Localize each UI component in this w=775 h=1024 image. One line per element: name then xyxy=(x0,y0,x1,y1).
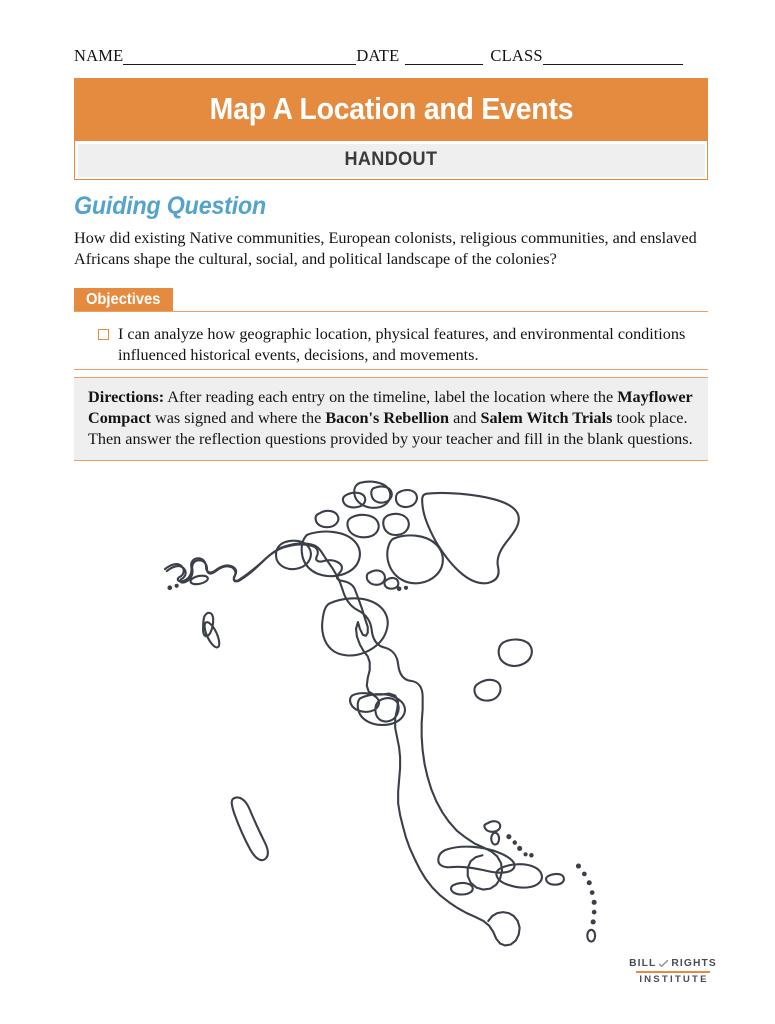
lesser-antilles-dot-7 xyxy=(591,919,596,924)
objective-checkbox[interactable] xyxy=(98,329,109,340)
lake-michigan-huron xyxy=(375,698,398,721)
hispaniola-outline xyxy=(496,864,542,887)
lesser-antilles-dot-3 xyxy=(587,880,592,885)
directions-segment: took place. Then answer the reflection questions provided by your teacher and fill in the blank questions. xyxy=(88,409,693,449)
aleutian-dot-2 xyxy=(175,584,179,588)
objectives-heading-tab xyxy=(74,288,173,312)
objectives-bottom-divider xyxy=(74,369,708,370)
hudson-bay-outline xyxy=(322,598,388,655)
baja-california-outline xyxy=(232,797,268,860)
small-arctic-island-a xyxy=(367,570,385,584)
lesser-antilles-dot-6 xyxy=(592,910,597,915)
name-input-rule[interactable] xyxy=(123,51,356,65)
jamaica-outline xyxy=(451,883,473,895)
directions-box xyxy=(74,377,708,461)
name-label: NAME xyxy=(74,46,124,65)
cuba-outline xyxy=(438,847,514,873)
student-identification-line xyxy=(74,44,708,66)
bahamas-island-1 xyxy=(484,821,500,832)
swoosh-check-icon xyxy=(659,960,668,967)
objective-list-item xyxy=(98,324,698,365)
mainland-north-america-outline xyxy=(167,544,520,945)
lesser-antilles-dot-5 xyxy=(592,900,597,905)
greenland-outline xyxy=(422,493,519,583)
date-input-rule[interactable] xyxy=(405,51,483,65)
nova-scotia-outline xyxy=(474,680,500,701)
arctic-island-3 xyxy=(396,490,417,507)
logo-divider-bar xyxy=(636,971,710,973)
continent-outline xyxy=(165,543,502,889)
directions-label: Directions: xyxy=(88,388,165,406)
objectives-top-divider xyxy=(74,311,708,312)
trinidad-outline xyxy=(587,930,595,942)
date-label: DATE xyxy=(356,46,400,65)
small-arctic-island-b xyxy=(384,578,398,589)
newfoundland-outline xyxy=(499,640,532,666)
document-type-label: HANDOUT xyxy=(344,149,438,170)
arctic-dot-1 xyxy=(397,586,402,591)
directions-segment: was signed and where the xyxy=(150,409,326,428)
bahamas-dot-4 xyxy=(523,852,527,856)
aleutian-dot-1 xyxy=(167,585,172,590)
bahamas-island-2 xyxy=(491,833,499,845)
page-title: Map A Location and Events xyxy=(209,91,573,126)
puerto-rico-outline xyxy=(546,874,564,885)
directions-segment: After reading each entry on the timeline, label the location where the xyxy=(164,388,618,406)
arctic-island-4 xyxy=(316,511,339,527)
class-input-rule[interactable] xyxy=(543,51,683,65)
subtitle-band-frame xyxy=(74,140,708,180)
arctic-island-5 xyxy=(347,515,378,537)
baffin-island-outline xyxy=(387,535,443,583)
subtitle-band xyxy=(78,144,705,177)
directions-text xyxy=(88,388,693,448)
lesser-antilles-dot-4 xyxy=(590,890,595,895)
guiding-question-heading: Guiding Question xyxy=(74,192,267,220)
directions-key-term: Salem Witch Trials xyxy=(480,409,613,428)
lesser-antilles-dot-2 xyxy=(582,872,587,877)
objectives-heading-label: Objectives xyxy=(85,291,161,308)
logo-word-bill: BILL xyxy=(629,958,657,969)
class-label: CLASS xyxy=(490,46,543,65)
lesser-antilles-dot-1 xyxy=(576,864,581,869)
arctic-island-6 xyxy=(383,514,409,535)
bahamas-dot-2 xyxy=(513,840,518,845)
logo-word-rights: RIGHTS xyxy=(671,958,717,969)
bahamas-dot-1 xyxy=(506,834,511,839)
arctic-dot-2 xyxy=(404,586,408,590)
logo-word-institute: INSTITUTE xyxy=(639,974,709,985)
north-america-map-graphic[interactable] xyxy=(150,478,660,968)
title-band xyxy=(74,78,708,140)
objective-text: I can analyze how geographic location, physical features, and environmental conditions influenced historical events, decisions, and movements. xyxy=(118,325,686,364)
directions-key-term: Mayflower Compact xyxy=(88,388,693,428)
bahamas-dot-5 xyxy=(529,853,534,858)
directions-key-term: Bacon's Rebellion xyxy=(325,409,450,428)
directions-segment: and xyxy=(449,409,481,428)
bahamas-dot-3 xyxy=(517,846,522,851)
guiding-question-text: How did existing Native communities, European colonists, religious communities, and enslaved Africans shape the cultural, social, and political landscape of the colonies? xyxy=(74,229,697,269)
